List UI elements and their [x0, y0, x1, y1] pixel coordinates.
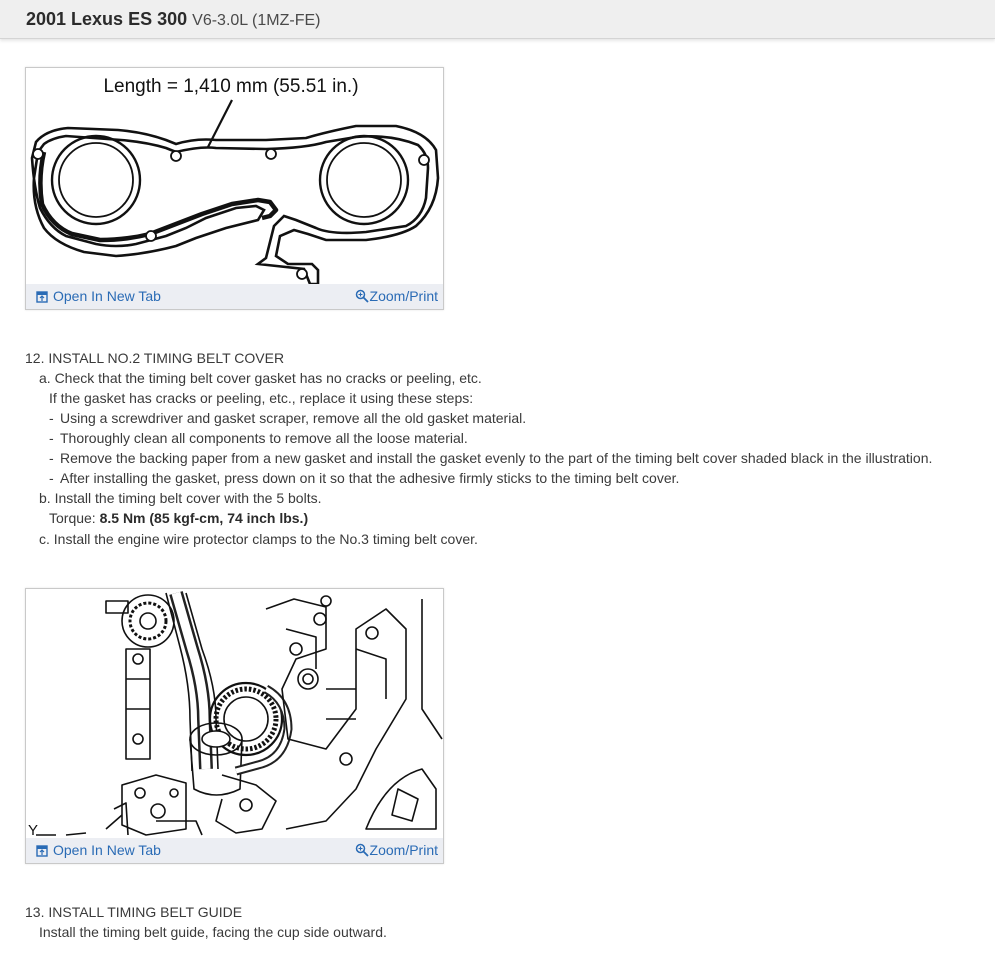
- step-12-heading: 12. INSTALL NO.2 TIMING BELT COVER: [25, 350, 285, 366]
- gasket-figure: [25, 67, 444, 310]
- open-new-tab-icon: [36, 291, 48, 303]
- step-12-a: a. Check that the timing belt cover gasket has no cracks or peeling, etc.: [39, 370, 482, 386]
- zoom-print-label: Zoom/Print: [369, 842, 438, 858]
- gasket-illustration: [26, 68, 443, 284]
- step-13-detail: Install the timing belt guide, facing the cup side outward.: [39, 924, 387, 940]
- step-12-a-note: If the gasket has cracks or peeling, etc., replace it using these steps:: [49, 390, 474, 406]
- step-12-bullet: - After installing the gasket, press down on it so that the adhesive firmly sticks to the timing belt cover.: [25, 468, 932, 488]
- magnifier-icon: [355, 289, 369, 303]
- figure-toolbar: [26, 838, 443, 863]
- engine-figure: [25, 588, 444, 864]
- engine-spec: V6-3.0L (1MZ-FE): [192, 12, 321, 29]
- step-12-c: c. Install the engine wire protector clamps to the No.3 timing belt cover.: [39, 531, 478, 547]
- page-title: [26, 8, 320, 32]
- step-12-bullet: - Using a screwdriver and gasket scraper, remove all the old gasket material.: [25, 408, 932, 428]
- step-12-bullet: - Thoroughly clean all components to remove all the loose material.: [25, 428, 932, 448]
- step-12: [25, 348, 932, 549]
- open-new-tab-link[interactable]: [36, 288, 161, 305]
- magnifier-icon: [355, 843, 369, 857]
- open-new-tab-label: Open In New Tab: [53, 288, 161, 304]
- torque-value: 8.5 Nm (85 kgf-cm, 74 inch lbs.): [99, 510, 309, 526]
- step-12-b: b. Install the timing belt cover with the 5 bolts.: [39, 490, 322, 506]
- engine-illustration: [26, 589, 443, 838]
- torque-label: Torque:: [49, 510, 96, 526]
- zoom-print-link[interactable]: [355, 842, 438, 859]
- zoom-print-label: Zoom/Print: [369, 288, 438, 304]
- figure-toolbar: [26, 284, 443, 309]
- step-12-bullet: - Remove the backing paper from a new gasket and install the gasket evenly to the part of the timing belt cover shaded black in the illustration.: [25, 448, 932, 468]
- figure-corner-label: Y: [28, 822, 39, 838]
- gasket-length-callout: Length = 1,410 mm (55.51 in.): [103, 76, 359, 97]
- vehicle-name: 2001 Lexus ES 300: [26, 9, 188, 29]
- open-new-tab-icon: [36, 845, 48, 857]
- page-header: [0, 0, 995, 39]
- open-new-tab-label: Open In New Tab: [53, 842, 161, 858]
- step-13: [25, 902, 387, 942]
- open-new-tab-link[interactable]: [36, 842, 161, 859]
- step-13-heading: 13. INSTALL TIMING BELT GUIDE: [25, 904, 243, 920]
- torque-spec: [25, 508, 932, 528]
- zoom-print-link[interactable]: [355, 288, 438, 305]
